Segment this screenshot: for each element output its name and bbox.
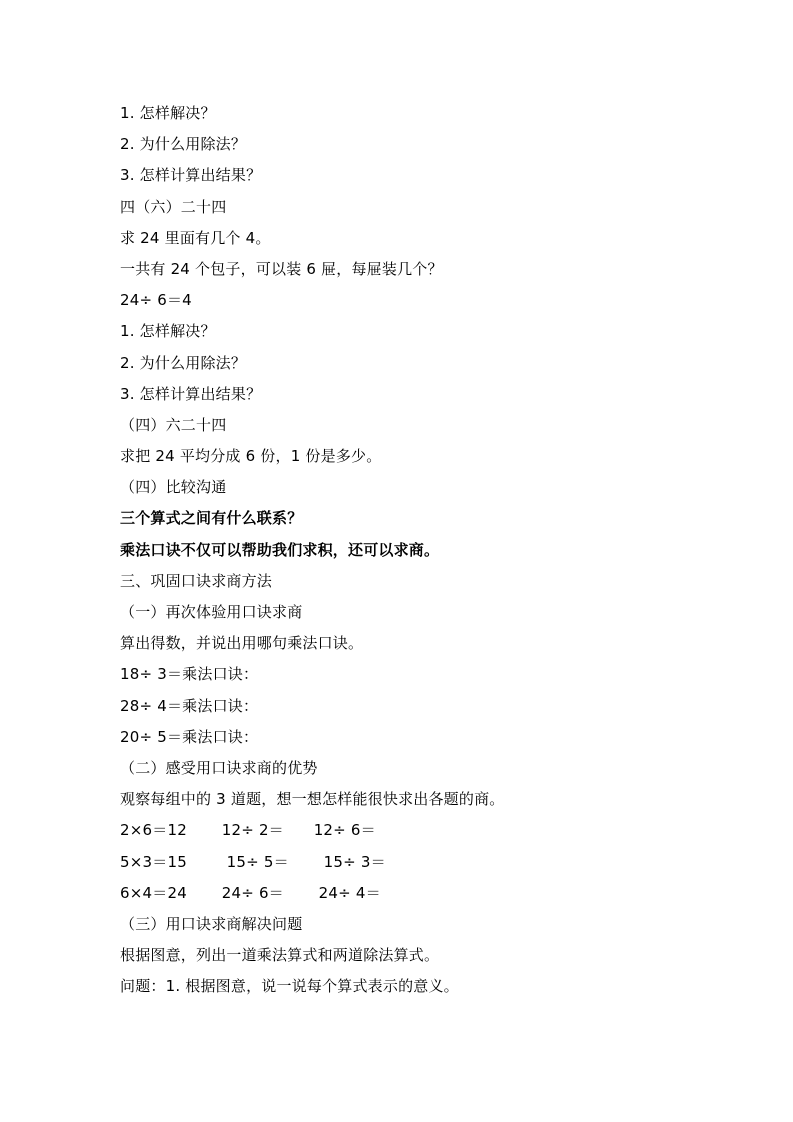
text-line: 乘法口诀不仅可以帮助我们求积，还可以求商。: [120, 540, 440, 559]
text-line: 2. 为什么用除法？: [120, 353, 247, 372]
text-line: 四（六）二十四: [120, 197, 227, 216]
text-line: 一共有 24 个包子，可以装 6 屉，每屉装几个？: [120, 259, 443, 278]
text-line: 1. 怎样解决？: [120, 322, 216, 341]
text-line: 3. 怎样计算出结果？: [120, 166, 262, 185]
text-line: 24÷ 6＝4: [120, 291, 192, 310]
text-line: 问题：1. 根据图意，说一说每个算式表示的意义。: [120, 977, 459, 996]
text-line: 根据图意，列出一道乘法算式和两道除法算式。: [120, 946, 440, 965]
text-line: 20÷ 5＝乘法口诀：: [120, 727, 259, 746]
text-line: 三、巩固口诀求商方法: [120, 571, 273, 590]
text-line: （四）比较沟通: [120, 478, 227, 497]
document-body: [120, 98, 740, 1002]
text-line: （二）感受用口诀求商的优势: [120, 758, 318, 777]
text-line: 求 24 里面有几个 4。: [120, 228, 271, 247]
text-line: 三个算式之间有什么联系？: [120, 509, 303, 528]
text-line: （四）六二十四: [120, 415, 227, 434]
text-line: 1. 怎样解决？: [120, 104, 216, 122]
text-line: 28÷ 4＝乘法口诀：: [120, 696, 259, 715]
text-line: 6×4＝24 24÷ 6＝ 24÷ 4＝: [120, 883, 381, 902]
text-line: 算出得数，并说出用哪句乘法口诀。: [120, 634, 364, 653]
text-line: 5×3＝15 15÷ 5＝ 15÷ 3＝: [120, 852, 386, 871]
text-line: 观察每组中的 3 道题，想一想怎样能很快求出各题的商。: [120, 790, 505, 809]
text-line: 求把 24 平均分成 6 份，1 份是多少。: [120, 447, 382, 466]
text-line: 18÷ 3＝乘法口诀：: [120, 665, 259, 684]
text-line: （一）再次体验用口诀求商: [120, 603, 303, 621]
text-line: 2×6＝12 12÷ 2＝ 12÷ 6＝: [120, 821, 376, 840]
text-line: 3. 怎样计算出结果？: [120, 384, 262, 403]
text-line: 2. 为什么用除法？: [120, 135, 247, 154]
text-line: （三）用口诀求商解决问题: [120, 914, 303, 933]
